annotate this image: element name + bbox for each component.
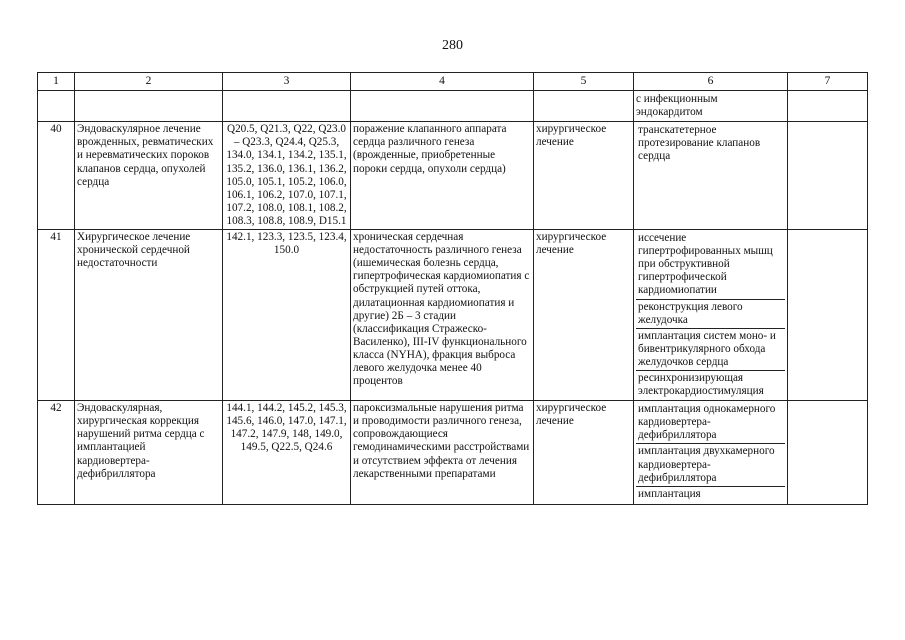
- table-cell: [788, 230, 868, 401]
- treatment-method: реконструкция левого желудочка: [636, 299, 785, 328]
- treatment-method-cell: [634, 401, 788, 505]
- treatment-method: имплантация систем моно- и бивентрикулярного обхода желудочков сердца: [636, 328, 785, 370]
- icd-codes-cell: Q20.5, Q21.3, Q22, Q23.0 – Q23.3, Q24.4, Q25.3, 134.0, 134.1, 134.2, 135.1, 135.2, 136.0, 136.1, 136.2, 105.0, 105.1, 105.2, 106.0, 106.1, 106.2, 107.0, 107.1, 107.2, 108.0, 108.1, 108.2, 108.3, 108.8, 108.9, D15.1: [223, 122, 351, 230]
- table-cell: [75, 91, 223, 122]
- row-number: 42: [38, 401, 75, 505]
- treatment-method-cell: с инфекционным эндокардитом: [634, 91, 788, 122]
- treatment-method-cell: [634, 230, 788, 401]
- table-cell: [534, 91, 634, 122]
- treatment-method: иссечение гипертрофированных мышц при обструктивной гипертрофической кардиомиопатии: [638, 232, 773, 297]
- treatment-method: ресинхронизирующая электрокардиостимуляция: [636, 370, 785, 399]
- treatment-type-cell: хирургическое лечение: [534, 122, 634, 230]
- patient-model-cell: поражение клапанного аппарата сердца различного генеза (врожденные, приобретенные пороки сердца, опухоли сердца): [351, 122, 534, 230]
- table-row: [38, 122, 868, 230]
- patient-model-cell: пароксизмальные нарушения ритма и проводимости различного генеза, сопровождающиеся гемодинамическими расстройствами и отсутствием эффекта от лечения лекарственными препаратами: [351, 401, 534, 505]
- care-group-cell: Хирургическое лечение хронической сердечной недостаточности: [75, 230, 223, 401]
- icd-codes-cell: 144.1, 144.2, 145.2, 145.3, 145.6, 146.0, 147.0, 147.1, 147.2, 147.9, 148, 149.0, 149.5, Q22.5, Q24.6: [223, 401, 351, 505]
- table-cell: [223, 91, 351, 122]
- continuation-row: [38, 91, 868, 122]
- treatment-method: транскатетерное протезирование клапанов сердца: [638, 124, 761, 163]
- treatment-type-cell: хирургическое лечение: [534, 401, 634, 505]
- page-number: 280: [442, 38, 463, 53]
- treatment-method: имплантация двухкамерного кардиовертера-дефибриллятора: [636, 443, 785, 485]
- medical-care-table: [37, 72, 868, 505]
- treatment-type-cell: хирургическое лечение: [534, 230, 634, 401]
- table-row: [38, 401, 868, 505]
- table-cell: [788, 91, 868, 122]
- row-number: 41: [38, 230, 75, 401]
- table-row: [38, 230, 868, 401]
- treatment-method-cell: [634, 122, 788, 230]
- icd-codes-cell: 142.1, 123.3, 123.5, 123.4, 150.0: [223, 230, 351, 401]
- treatment-method: имплантация: [636, 486, 785, 503]
- table-cell: [38, 91, 75, 122]
- care-group-cell: Эндоваскулярная, хирургическая коррекция нарушений ритма сердца с имплантацией кардиовертера-дефибриллятора: [75, 401, 223, 505]
- column-header: 1: [38, 73, 75, 91]
- treatment-method: имплантация однокамерного кардиовертера-дефибриллятора: [638, 403, 776, 442]
- patient-model-cell: хроническая сердечная недостаточность различного генеза (ишемическая болезнь сердца, гипертрофическая кардиомиопатия с обструкцией путей оттока, дилатационная кардиомиопатия и другие) 2Б – 3 стадии (классификация Стражеско-Василенко), III-IV функционального класса (NYHA), фракция выброса левого желудочка менее 40 процентов: [351, 230, 534, 401]
- care-group-cell: Эндоваскулярное лечение врожденных, ревматических и неревматических пороков клапанов сердца, опухолей сердца: [75, 122, 223, 230]
- table-cell: [788, 401, 868, 505]
- column-header: 4: [351, 73, 534, 91]
- table-cell: [351, 91, 534, 122]
- column-header: 6: [634, 73, 788, 91]
- column-number-row: [38, 73, 868, 91]
- row-number: 40: [38, 122, 75, 230]
- column-header: 5: [534, 73, 634, 91]
- column-header: 7: [788, 73, 868, 91]
- column-header: 2: [75, 73, 223, 91]
- column-header: 3: [223, 73, 351, 91]
- table-cell: [788, 122, 868, 230]
